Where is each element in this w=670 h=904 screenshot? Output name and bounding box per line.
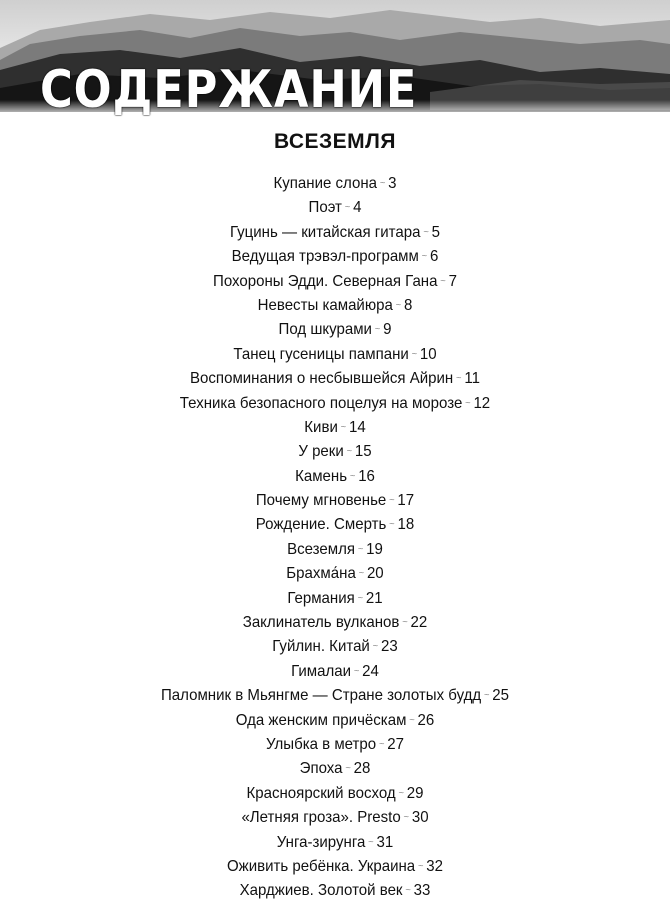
- toc-separator: ~: [379, 178, 386, 189]
- toc-entry-page: 6: [429, 248, 439, 266]
- toc-separator: ~: [405, 885, 411, 897]
- toc-separator: ~: [389, 519, 395, 531]
- toc-entry-page: 27: [387, 735, 405, 753]
- toc-separator: ~: [374, 324, 381, 336]
- toc-entry: [20, 513, 650, 537]
- page-title: СОДЕРЖАНИЕ: [40, 60, 418, 118]
- header-banner: [0, 0, 670, 118]
- toc-entry-page: 11: [464, 370, 480, 388]
- toc-entry: [20, 660, 650, 684]
- toc-entry-title: Техника безопасного поцелуя на морозе: [179, 394, 463, 412]
- toc-separator: ~: [402, 617, 408, 629]
- toc-entry: [20, 294, 650, 318]
- toc-entry-title: Оживить ребёнка. Украина: [226, 857, 416, 875]
- table-of-contents: [0, 172, 670, 904]
- toc-separator: ~: [465, 397, 471, 409]
- toc-entry-page: 26: [417, 711, 435, 729]
- toc-entry: [20, 587, 650, 611]
- toc-separator: ~: [389, 495, 395, 507]
- toc-entry-page: 7: [448, 272, 457, 290]
- toc-entry-title: Красноярский восход: [246, 784, 396, 802]
- toc-entry: [20, 684, 650, 708]
- toc-entry-page: 33: [413, 882, 431, 900]
- toc-entry-title: Заклинатель вулканов: [242, 614, 400, 632]
- toc-entry-title: «Летняя гроза». Presto: [241, 809, 401, 827]
- toc-entry: [20, 635, 650, 659]
- toc-entry-title: Гималаи: [291, 662, 352, 680]
- toc-separator: ~: [357, 543, 364, 555]
- toc-entry-page: 16: [358, 467, 375, 485]
- toc-separator: ~: [346, 446, 353, 458]
- toc-entry-page: 15: [354, 443, 372, 461]
- toc-entry-page: 20: [366, 565, 384, 583]
- toc-entry: [20, 440, 650, 464]
- toc-entry: [20, 465, 650, 489]
- toc-entry-title: Невесты камайюра: [257, 296, 393, 314]
- toc-entry-page: 14: [348, 418, 366, 436]
- toc-separator: ~: [440, 275, 446, 287]
- toc-entry: [20, 831, 650, 855]
- toc-entry-title: Харджиев. Золотой век: [239, 882, 403, 900]
- toc-entry-page: 22: [410, 614, 428, 632]
- toc-entry-page: 12: [473, 394, 491, 412]
- toc-entry-page: 4: [353, 199, 362, 217]
- toc-entry-title: Гуйлин. Китай: [272, 638, 370, 656]
- toc-entry-title: Танец гусеницы пампани: [233, 345, 409, 363]
- toc-entry-title: Почему мгновенье: [255, 492, 387, 510]
- toc-entry: [20, 562, 650, 586]
- toc-entry-page: 17: [397, 492, 415, 510]
- toc-entry-page: 18: [397, 516, 415, 534]
- toc-separator: ~: [403, 812, 410, 824]
- toc-entry: [20, 855, 650, 879]
- toc-entry-title: Похороны Эдди. Северная Гана: [213, 272, 438, 290]
- toc-entry-page: 28: [353, 760, 371, 778]
- toc-separator: ~: [357, 592, 364, 604]
- toc-entry-title: Ода женским причёскам: [235, 711, 407, 729]
- toc-entry: [20, 196, 650, 220]
- toc-entry: [20, 270, 650, 294]
- toc-entry-page: 30: [411, 809, 429, 827]
- toc-separator: ~: [378, 738, 385, 750]
- toc-separator: ~: [372, 641, 379, 653]
- section-title: ВСЕЗЕМЛЯ: [273, 130, 397, 153]
- toc-entry-title: Эпоха: [299, 760, 343, 778]
- toc-entry-page: 29: [406, 784, 424, 802]
- toc-entry: [20, 709, 650, 733]
- toc-entry-title: У реки: [298, 443, 344, 461]
- toc-separator: ~: [417, 860, 424, 872]
- toc-entry: [20, 733, 650, 757]
- toc-entry-title: Унга-зирунга: [276, 833, 366, 851]
- toc-separator: ~: [395, 299, 402, 311]
- toc-separator: ~: [345, 763, 351, 775]
- toc-separator: ~: [409, 714, 415, 726]
- toc-separator: ~: [483, 690, 490, 702]
- toc-entry-page: 25: [492, 687, 510, 705]
- toc-entry-page: 10: [419, 345, 437, 363]
- toc-entry: [20, 611, 650, 635]
- toc-entry-page: 31: [376, 833, 394, 851]
- toc-separator: ~: [421, 251, 428, 263]
- toc-entry: [20, 343, 650, 367]
- toc-entry-title: Гуцинь — китайская гитара: [229, 223, 421, 241]
- toc-entry: [20, 806, 650, 830]
- toc-entry-title: Рождение. Смерть: [255, 516, 387, 534]
- toc-entry: [20, 489, 650, 513]
- toc-entry: [20, 782, 650, 806]
- toc-separator: ~: [423, 226, 429, 238]
- toc-entry-page: 24: [362, 662, 379, 680]
- toc-separator: ~: [353, 665, 360, 677]
- toc-separator: ~: [349, 470, 356, 482]
- toc-entry-title: Ведущая трэвэл-программ: [231, 248, 419, 266]
- toc-entry-page: 5: [431, 223, 441, 241]
- toc-entry-title: Паломник в Мьянгме — Стране золотых будд: [160, 687, 482, 705]
- toc-entry-page: 9: [383, 321, 392, 339]
- toc-entry-title: Всеземля: [287, 540, 356, 558]
- toc-entry-page: 32: [426, 857, 444, 875]
- toc-separator: ~: [358, 568, 365, 580]
- toc-separator: ~: [398, 787, 404, 799]
- toc-entry: [20, 367, 650, 391]
- toc-entry-page: 8: [403, 296, 413, 314]
- toc-entry-page: 23: [380, 638, 398, 656]
- toc-entry-title: Киви: [304, 418, 338, 436]
- toc-entry: [20, 245, 650, 269]
- toc-entry-title: Камень: [295, 467, 348, 485]
- toc-separator: ~: [340, 421, 347, 433]
- toc-separator: ~: [368, 836, 374, 848]
- toc-entry: [20, 318, 650, 342]
- toc-entry: [20, 392, 650, 416]
- toc-entry-title: Брахма́на: [286, 565, 356, 583]
- toc-entry-title: Улыбка в метро: [265, 735, 377, 753]
- toc-separator: ~: [411, 348, 418, 360]
- toc-entry-page: 3: [388, 175, 397, 192]
- toc-entry: [20, 416, 650, 440]
- toc-separator: ~: [456, 373, 462, 385]
- toc-entry: [20, 172, 650, 196]
- toc-entry-title: Купание слона: [273, 175, 378, 192]
- toc-entry-page: 19: [366, 540, 383, 558]
- toc-entry: [20, 538, 650, 562]
- toc-entry: [20, 879, 650, 903]
- toc-entry-page: 21: [365, 589, 383, 607]
- toc-entry: [20, 221, 650, 245]
- toc-separator: ~: [344, 202, 351, 214]
- toc-entry-title: Под шкурами: [278, 321, 372, 339]
- toc-entry-title: Германия: [287, 589, 355, 607]
- toc-entry-title: Поэт: [308, 199, 342, 217]
- toc-entry-title: Воспоминания о несбывшейся Айрин: [190, 370, 454, 388]
- toc-entry: [20, 757, 650, 781]
